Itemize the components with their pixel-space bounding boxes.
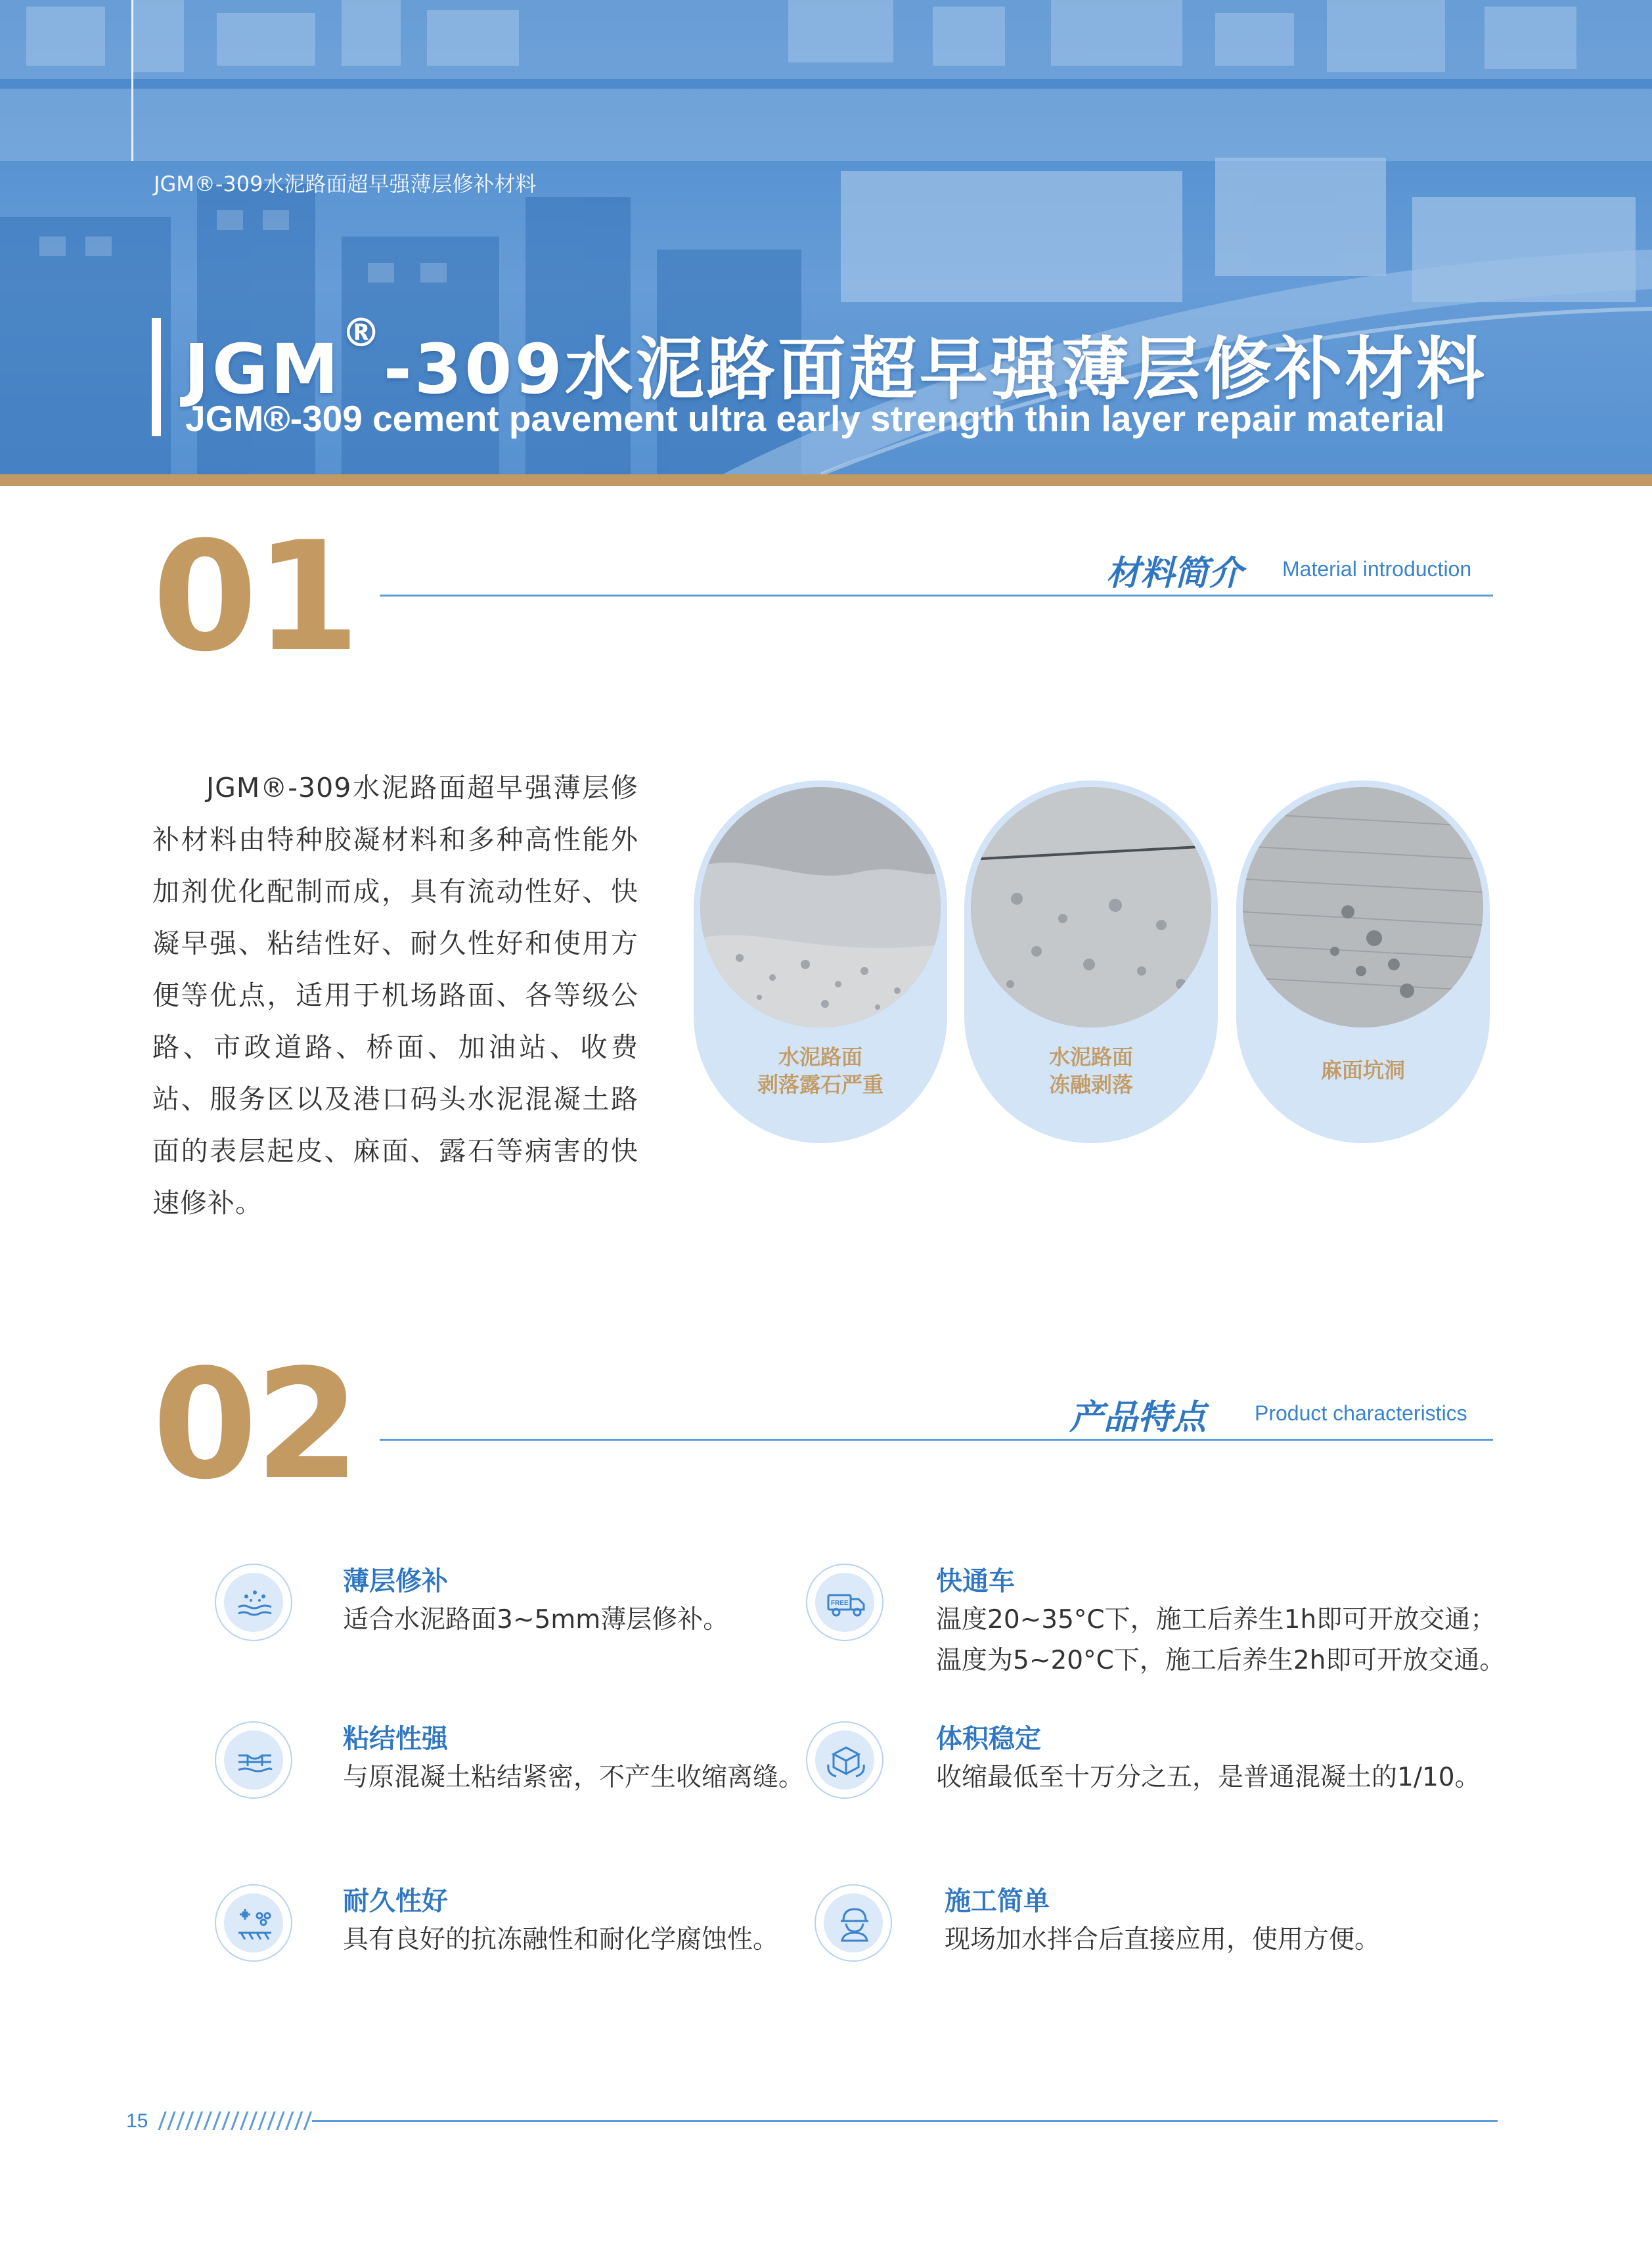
section2-divider (380, 1439, 1493, 1441)
header-banner (0, 0, 1652, 474)
footer-hatch-decoration (158, 2111, 312, 2130)
title-accent-bar (152, 318, 161, 436)
feature-title: 快通车 (936, 1566, 1015, 1596)
defect-card-pitting (1236, 780, 1490, 1143)
feature-text: 适合水泥路面3~5mm薄层修补。 (343, 1605, 729, 1635)
svg-text:FREE: FREE (831, 1600, 849, 1607)
page-title-cn: JGM®-309水泥路面超早强薄层修补材料 (184, 310, 1487, 409)
thin-layer-icon (215, 1564, 292, 1641)
feature-title: 粘结性强 (343, 1724, 448, 1754)
header-gold-stripe (0, 474, 1652, 486)
feature-title: 薄层修补 (343, 1566, 448, 1596)
freeze-thaw-photo (971, 787, 1211, 1027)
section1-title-en: Material introduction (1282, 557, 1472, 581)
feature-title: 体积稳定 (936, 1724, 1041, 1754)
feature-text: 温度为5~20°C下，施工后养生2h即可开放交通。 (936, 1646, 1506, 1675)
bonding-icon (215, 1721, 292, 1799)
defect-card-label: 麻面坑洞 (1320, 1058, 1405, 1083)
feature-text: 现场加水拌合后直接应用，使用方便。 (945, 1925, 1381, 1954)
header-small-title: JGM®-309水泥路面超早强薄层修补材料 (154, 171, 537, 196)
pitting-photo (1243, 787, 1483, 1027)
intro-paragraph: JGM®-309水泥路面超早强薄层修补材料由特种胶凝材料和多种高性能外加剂优化配制而成，具有流动性好、快凝早强、粘结性好、耐久性好和使用方便等优点，适用于机场路面、各等级公路、市政道路、桥面、加油站、收费站、服务区以及港口码头水泥混凝土路面的表层起皮、麻面、露石等病害的快速修补。 (152, 772, 638, 1219)
section2-title-cn: 产品特点 (1069, 1398, 1207, 1437)
page-number: 15 (126, 2110, 148, 2132)
feature-text: 温度20~35°C下，施工后养生1h即可开放交通； (936, 1605, 1496, 1635)
section1-divider (380, 595, 1493, 597)
spalling-photo (700, 787, 941, 1027)
defect-card-label: 水泥路面 冻融剥落 (1048, 1045, 1133, 1097)
defect-card-spalling (694, 780, 947, 1143)
header-vertical-line (131, 0, 133, 161)
durability-icon (215, 1884, 292, 1962)
feature-title: 施工简单 (945, 1886, 1050, 1916)
construction-worker-icon (815, 1884, 892, 1962)
fast-traffic-truck-icon (806, 1564, 883, 1641)
feature-title: 耐久性好 (343, 1886, 448, 1916)
section1-title-cn: 材料简介 (1106, 554, 1243, 593)
section-number-01: 01 (152, 510, 358, 685)
defect-card-label: 水泥路面 剥落露石严重 (757, 1045, 883, 1097)
feature-text: 与原混凝土粘结紧密，不产生收缩离缝。 (343, 1763, 805, 1792)
section-number-02: 02 (152, 1338, 358, 1513)
defect-card-freeze-thaw (964, 780, 1218, 1143)
page-title-en: JGM®-309 cement pavement ultra early strength thin layer repair material (185, 398, 1445, 439)
feature-text: 具有良好的抗冻融性和耐化学腐蚀性。 (343, 1925, 779, 1954)
volume-stable-box-icon (806, 1721, 883, 1799)
section2-title-en: Product characteristics (1255, 1401, 1467, 1425)
feature-text: 收缩最低至十万分之五，是普通混凝土的1/10。 (936, 1763, 1481, 1792)
footer-divider (312, 2120, 1498, 2122)
